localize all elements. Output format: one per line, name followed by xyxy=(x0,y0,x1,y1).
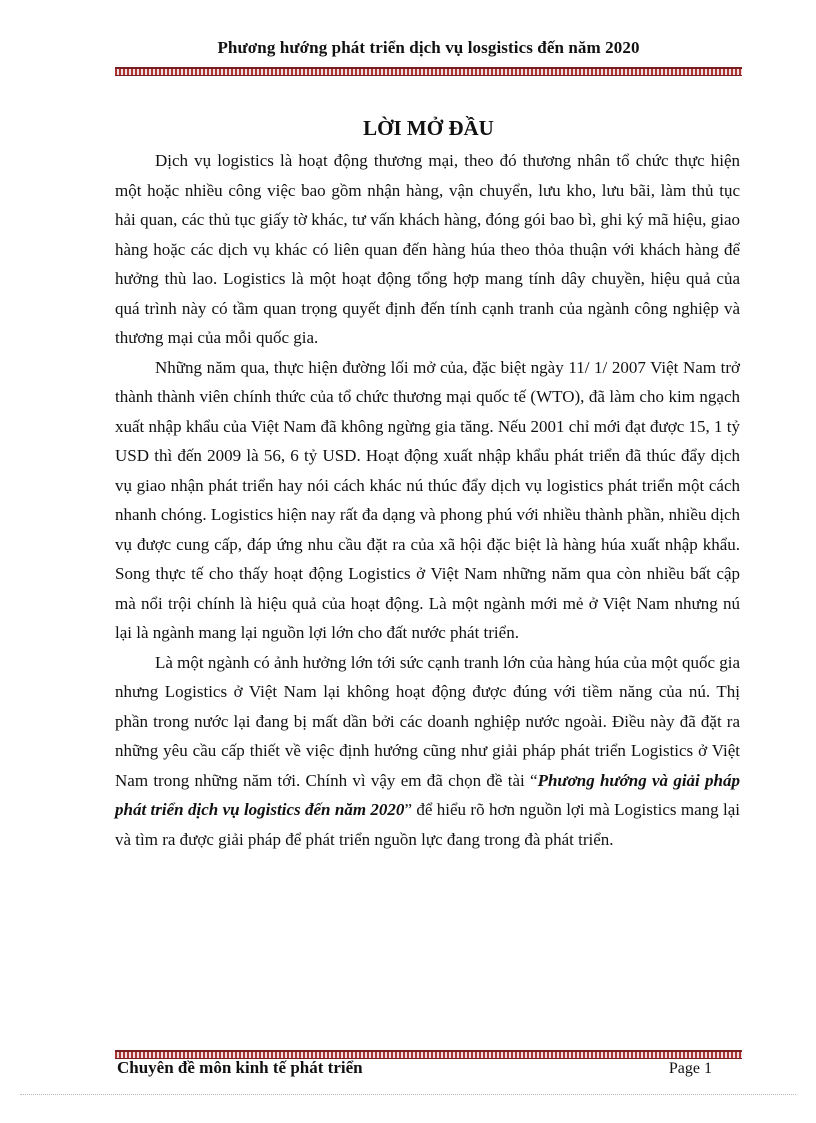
page-boundary xyxy=(20,1094,796,1095)
footer-course: Chuyên đề môn kinh tế phát triển xyxy=(117,1058,363,1077)
paragraph-1: Dịch vụ logistics là hoạt động thương mại, theo đó thương nhân tổ chức thực hiện một hoặc nhiều công việc bao gồm nhận hàng, vận chuyển, lưu kho, lưu bãi, làm thủ tục hải quan, các thủ tục giấy tờ khác, tư vấn khách hàng, đóng gói bao bì, ghi ký mã hiệu, giao hàng hoặc các dịch vụ khác có liên quan đến hàng húa theo thỏa thuận với khách hàng để hưởng thù lao. Logistics là một hoạt động tổng hợp mang tính dây chuyền, hiệu quả của quá trình này có tầm quan trọng quyết định đến tính cạnh tranh của ngành công nghiệp và thương mại của mỗi quốc gia. xyxy=(115,151,740,347)
paragraph-3-intro: Là một ngành có ảnh hưởng lớn tới sức cạnh tranh lớn của hàng húa của một quốc gia nhưng Logistics ở Việt Nam lại không hoạt động được đúng với tiềm năng của nú. Thị phần trong nước lại đang bị mất dần bởi các doanh nghiệp nước ngoài. Điều này đã đặt ra những yêu cầu cấp thiết về việc định hướng cũng như giải pháp phát triển Logistics ở Việt Nam trong những năm tới. Chính vì vậy em đã chọn đề tài “ xyxy=(115,652,741,790)
paragraph-3-end: ” để hiểu rõ hơn nguồn lợi mà Logistics mang lại và tìm ra được giải pháp để phát triển nguồn lực đang trong đà phát triển. xyxy=(115,800,740,849)
paragraph-2: Những năm qua, thực hiện đường lối mở của, đặc biệt ngày 11/ 1/ 2007 Việt Nam trở thành thành viên chính thức của tổ chức thương mại quốc tế (WTO), đã làm cho kim ngạch xuất nhập khẩu của Việt Nam đã không ngừng gia tăng. Nếu 2001 chỉ mới đạt được 15, 1 tỷ USD thì đến 2009 là 56, 6 tỷ USD. Hoạt động xuất nhập khẩu phát triển đã thúc đẩy dịch vụ giao nhận phát triển hay nói cách khác nú thúc đẩy dịch vụ logistics phát triển một cách nhanh chóng. Logistics hiện nay rất đa dạng và phong phú với nhiều thành phần, nhiều dịch vụ được cung cấp, đáp ứng nhu cầu đặt ra của xã hội đặc biệt là hàng húa xuất nhập khẩu. Song thực tế cho thấy hoạt động Logistics ở Việt Nam những năm qua còn nhiều bất cập mà nổi trội chính là hiệu quả của hoạt động. Là một ngành mới mẻ ở Việt Nam nhưng nú lại là ngành mang lại nguồn lợi lớn cho đất nước phát triển. xyxy=(115,357,740,642)
running-header: Phương hướng phát triển dịch vụ losgistics đến năm 2020 xyxy=(217,38,640,57)
page-number: Page 1 xyxy=(668,1060,712,1077)
header-rule xyxy=(115,67,742,76)
paragraph-3 xyxy=(115,648,740,855)
page-title: LỜI MỞ ĐẦU xyxy=(363,116,494,140)
thesis-topic: Phương hướng và giải pháp phát triển dịch vụ logistics đến năm 2020 xyxy=(115,770,741,819)
body-text xyxy=(115,146,740,854)
